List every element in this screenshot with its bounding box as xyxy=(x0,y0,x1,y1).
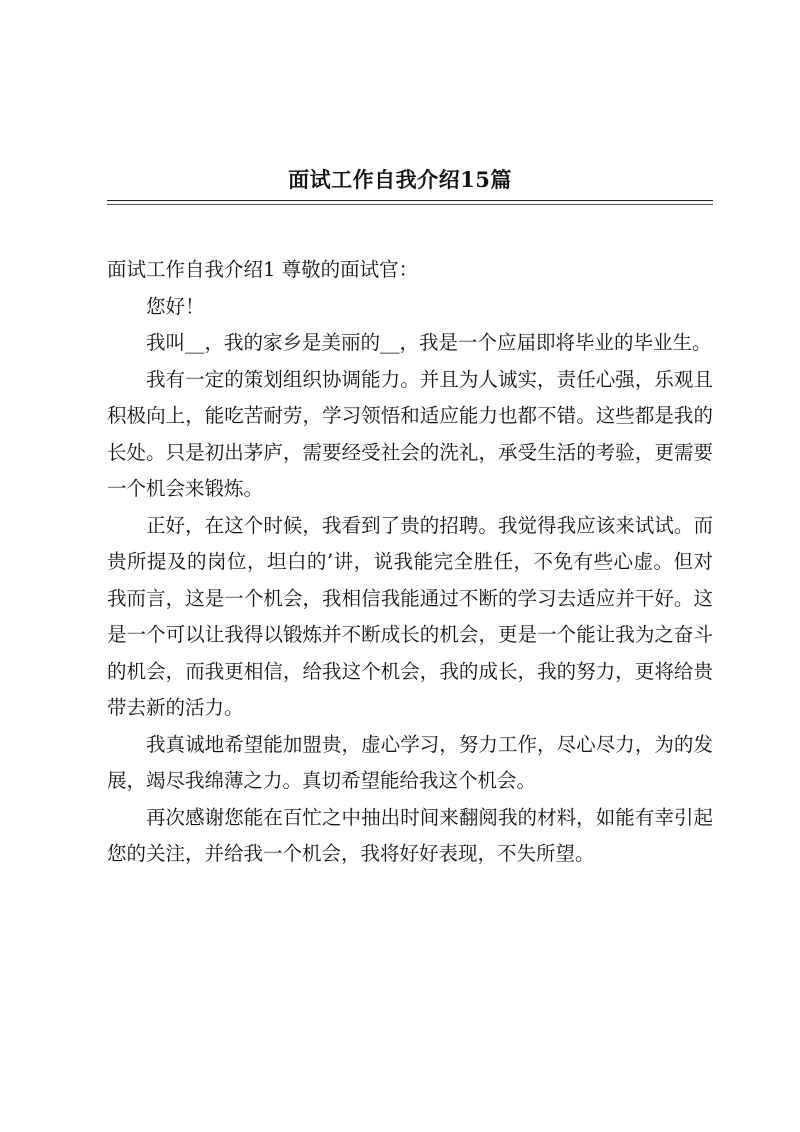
greeting-paragraph: 您好！ xyxy=(146,294,205,318)
document-body xyxy=(107,252,713,873)
body-paragraph: 我叫__，我的家乡是美丽的__，我是一个应届即将毕业的毕业生。 xyxy=(146,331,712,354)
closing-paragraph: 再次感谢您能在百忙之中抽出时间来翻阅我的材料，如能有幸引起您的关注，并给我一个机会，我将好好表现，不失所望。 xyxy=(107,805,713,865)
opening-line: 面试工作自我介绍1 尊敬的面试官： xyxy=(107,258,419,281)
document-title: 面试工作自我介绍15篇 xyxy=(288,167,512,192)
body-paragraph: 正好，在这个时候，我看到了贵的招聘。我觉得我应该来试试。而贵所提及的岗位，坦白的’讲，说我能完全胜任，不免有些心虚。但对我而言，这是一个机会，我相信我能通过不断的学习去适应并干好。这是一个可以让我得以锻炼并不断成长的机会，更是一个能让我为之奋斗的机会，而我更相信，给我这个机会，我的成长，我的努力，更将给贵带去新的活力。 xyxy=(107,513,713,719)
title-underline-secondary xyxy=(107,204,713,205)
body-paragraph: 我有一定的策划组织协调能力。并且为人诚实，责任心强，乐观且积极向上，能吃苦耐劳，学习领悟和适应能力也都不错。这些都是我的长处。只是初出茅庐，需要经受社会的洗礼，承受生活的考验，更需要一个机会来锻炼。 xyxy=(107,367,713,500)
title-underline xyxy=(107,200,713,201)
body-paragraph: 我真诚地希望能加盟贵，虚心学习，努力工作，尽心尽力，为的发展，竭尽我绵薄之力。真切希望能给我这个机会。 xyxy=(107,732,713,792)
